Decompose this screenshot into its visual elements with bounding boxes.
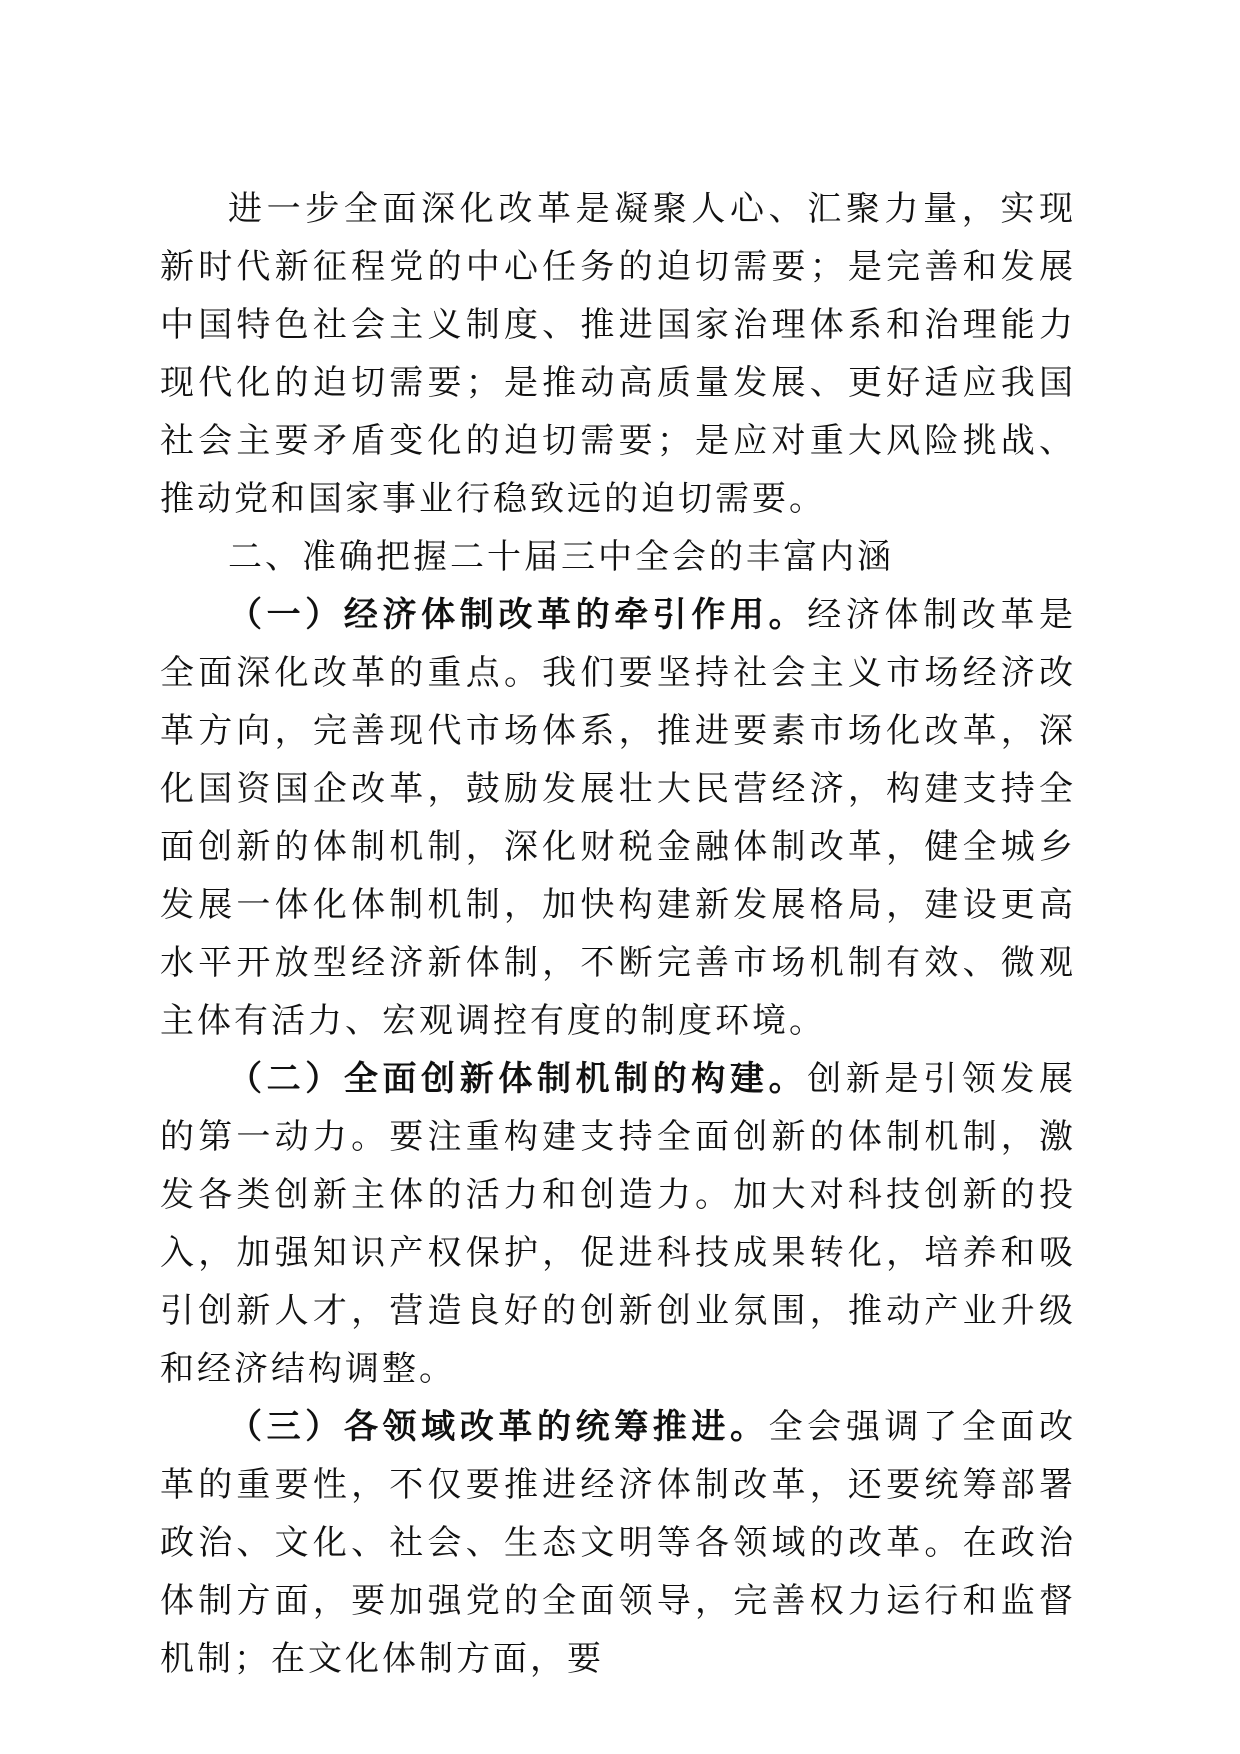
section-paragraph-1 (160, 586, 1076, 1050)
section-paragraph-3 (160, 1398, 1076, 1688)
intro-paragraph: 进一步全面深化改革是凝聚人心、汇聚力量，实现新时代新征程党的中心任务的迫切需要；是完善和发展中国特色社会主义制度、推进国家治理体系和治理能力现代化的迫切需要；是推动高质量发展、更好适应我国社会主要矛盾变化的迫切需要；是应对重大风险挑战、推动党和国家事业行稳致远的迫切需要。 (160, 189, 1076, 519)
section-paragraph-2 (160, 1050, 1076, 1398)
section-body-2: 创新是引领发展的第一动力。要注重构建支持全面创新的体制机制，激发各类创新主体的活力和创造力。加大对科技创新的投入，加强知识产权保护，促进科技成果转化，培养和吸引创新人才，营造良好的创新创业氛围，推动产业升级和经济结构调整。 (160, 1059, 1077, 1389)
section-heading: 二、准确把握二十届三中全会的丰富内涵 (228, 537, 894, 577)
section-lead-1: （一）经济体制改革的牵引作用。 (228, 595, 808, 635)
document-page (160, 180, 1076, 1688)
section-lead-3: （三）各领域改革的统筹推进。 (228, 1407, 769, 1447)
section-body-1: 经济体制改革是全面深化改革的重点。我们要坚持社会主义市场经济改革方向，完善现代市场体系，推进要素市场化改革，深化国资国企改革，鼓励发展壮大民营经济，构建支持全面创新的体制机制，深化财税金融体制改革，健全城乡发展一体化体制机制，加快构建新发展格局，建设更高水平开放型经济新体制，不断完善市场机制有效、微观主体有活力、宏观调控有度的制度环境。 (160, 595, 1077, 1041)
section-body-3: 全会强调了全面改革的重要性，不仅要推进经济体制改革，还要统筹部署政治、文化、社会、生态文明等各领域的改革。在政治体制方面，要加强党的全面领导，完善权力运行和监督机制；在文化体制方面，要 (160, 1407, 1077, 1679)
section-lead-2: （二）全面创新体制机制的构建。 (228, 1059, 808, 1099)
